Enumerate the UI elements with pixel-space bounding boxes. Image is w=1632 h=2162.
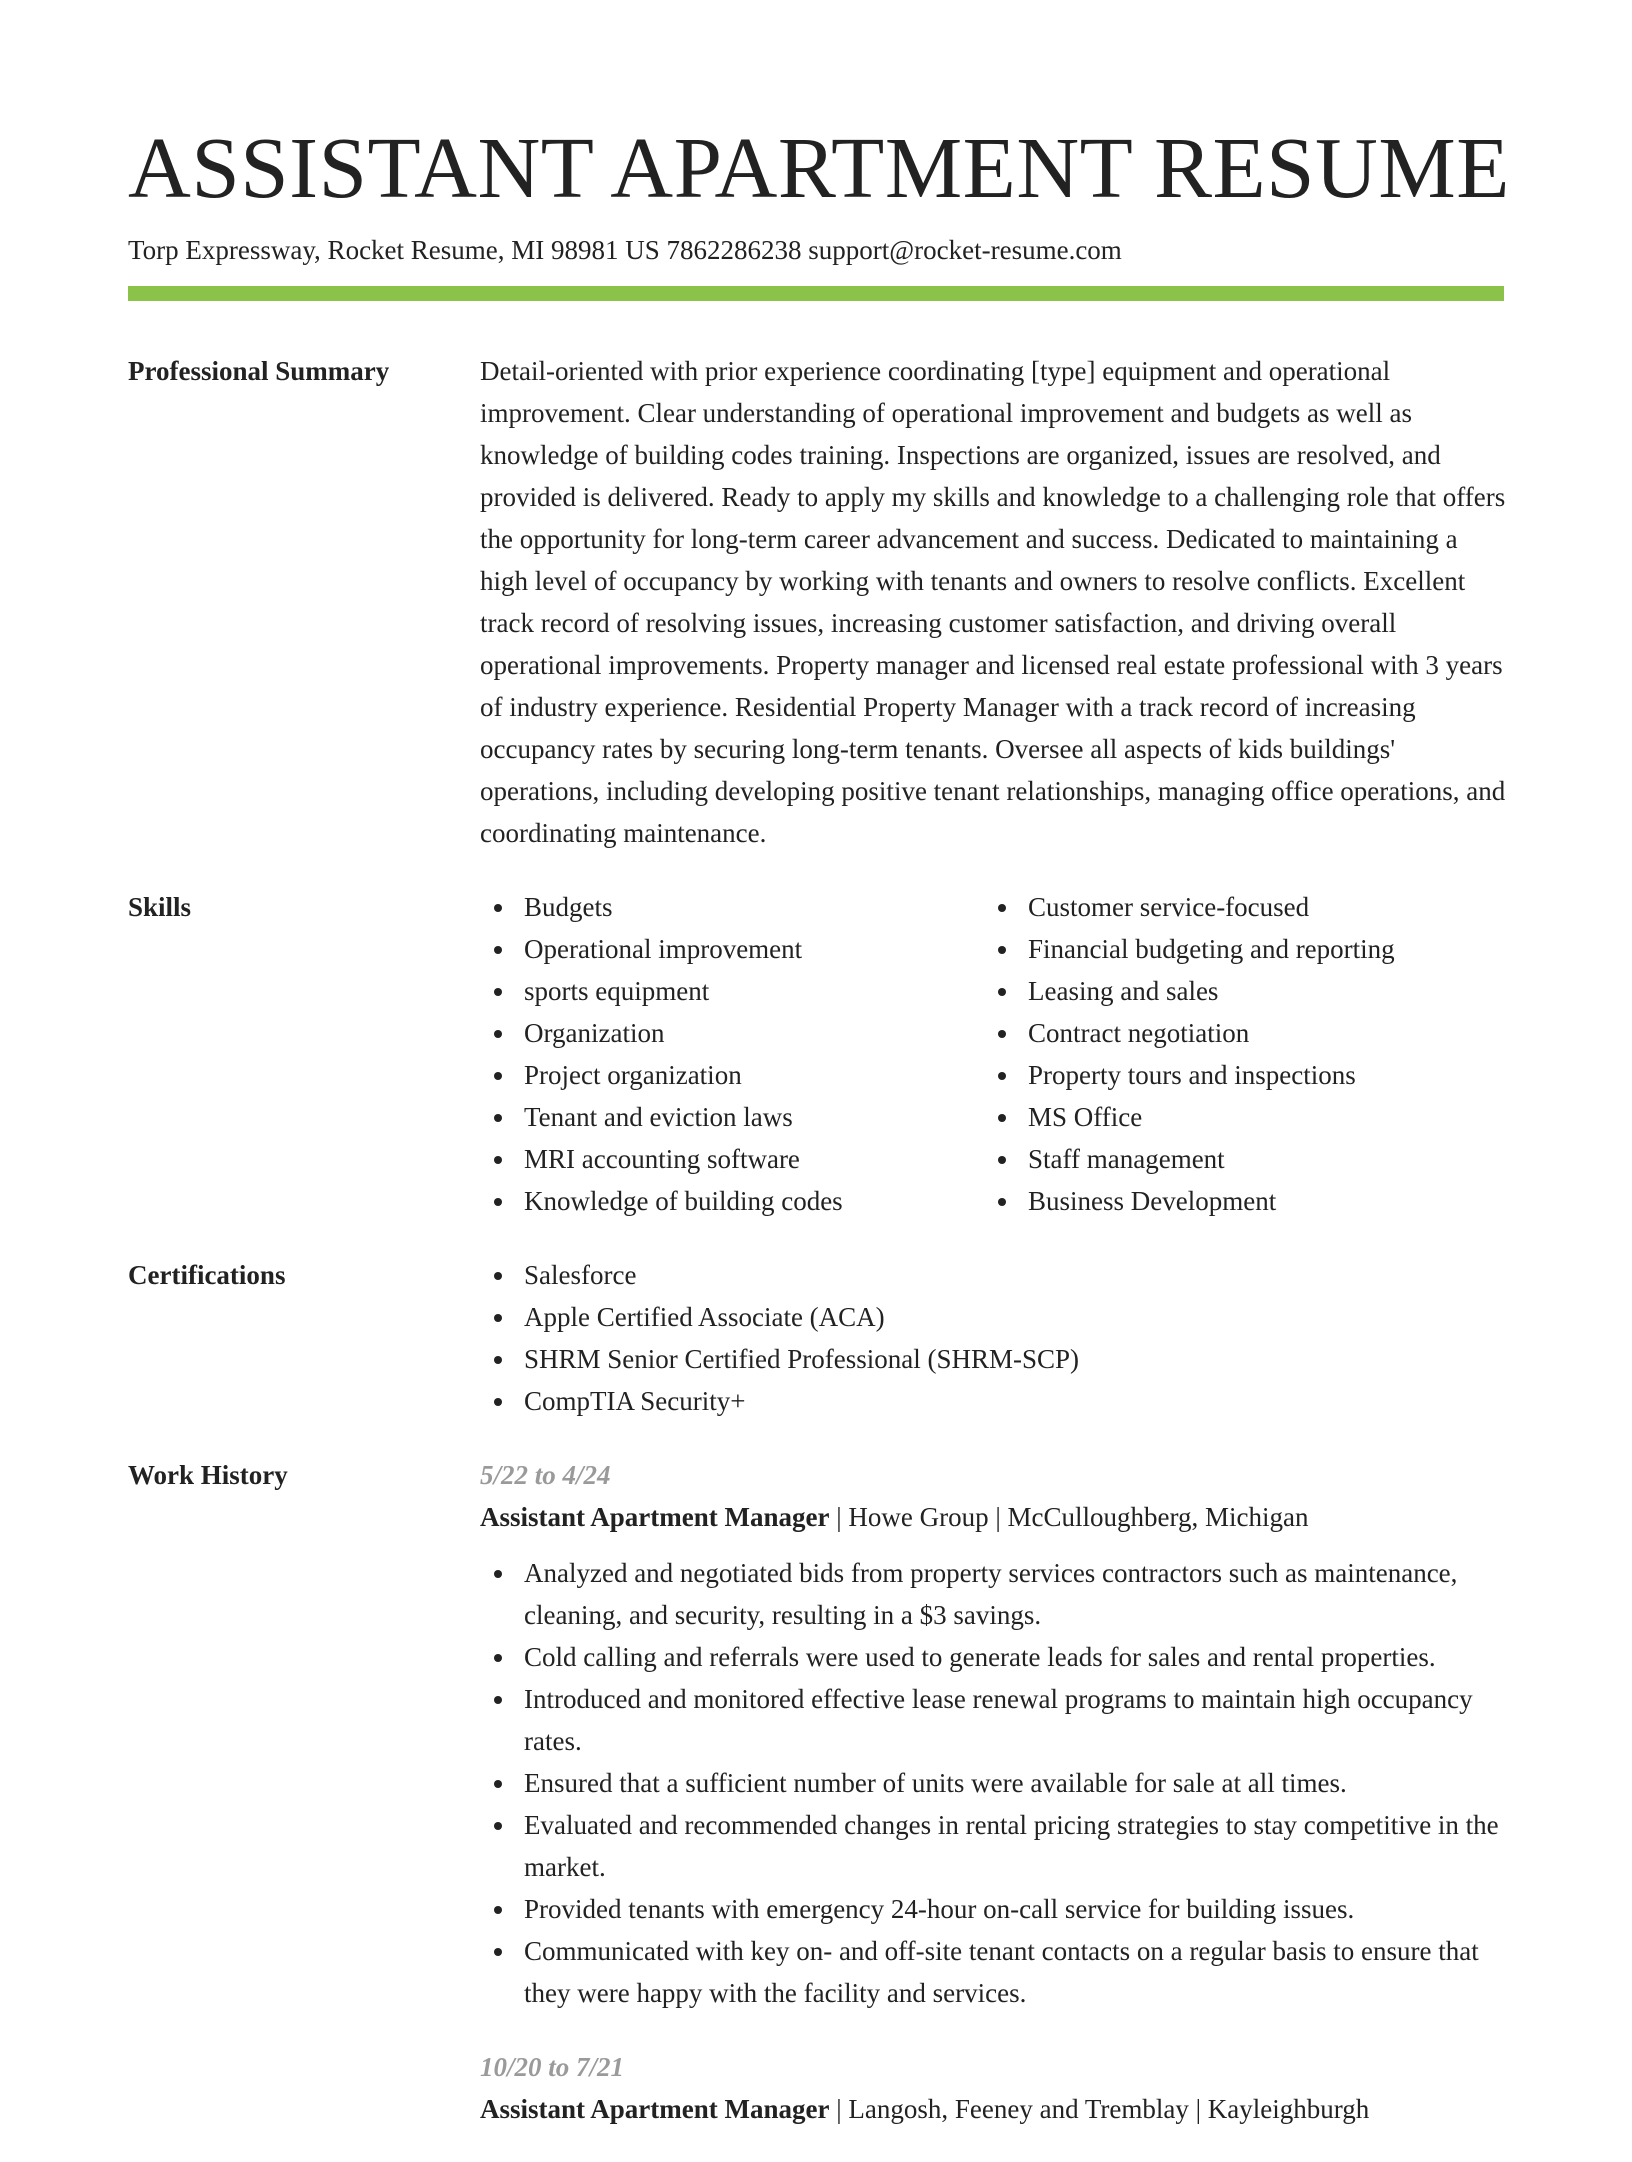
resume-title: ASSISTANT APARTMENT RESUME — [128, 119, 1510, 216]
contact-line: Torp Expressway, Rocket Resume, MI 98981 US 7862286238 support@rocket-resume.com — [128, 235, 1122, 265]
skill-item: Budgets — [480, 886, 984, 928]
work-history-body — [480, 1454, 1508, 2162]
job-details: | Howe Group | McCulloughberg, Michigan — [829, 1502, 1309, 1532]
job-dates: 10/20 to 7/21 — [480, 2052, 625, 2082]
skill-item: Customer service-focused — [984, 886, 1488, 928]
summary-body — [480, 350, 1508, 854]
job-bullet: Evaluated and recommended changes in rental pricing strategies to stay competitive in the market. — [480, 1804, 1508, 1888]
job-entry — [480, 1454, 1508, 2014]
job-bullets — [480, 1552, 1508, 2014]
skills-body — [480, 886, 1508, 1222]
job-details: | Langosh, Feeney and Tremblay | Kayleighburgh — [829, 2094, 1370, 2124]
skill-item: Knowledge of building codes — [480, 1180, 984, 1222]
job-title: Assistant Apartment Manager — [480, 2094, 830, 2124]
certifications-heading: Certifications — [128, 1260, 286, 1290]
skill-item: Contract negotiation — [984, 1012, 1488, 1054]
skill-item: Staff management — [984, 1138, 1488, 1180]
job-bullet: Provided tenants with emergency 24-hour on-call service for building issues. — [480, 1888, 1508, 1930]
header-divider — [128, 286, 1504, 301]
job-dates: 5/22 to 4/24 — [480, 1460, 611, 1490]
job-heading — [480, 2088, 1508, 2130]
job-entry — [480, 2046, 1508, 2130]
skill-item: Tenant and eviction laws — [480, 1096, 984, 1138]
skills-heading: Skills — [128, 892, 192, 922]
skill-item: Operational improvement — [480, 928, 984, 970]
job-bullet: Communicated with key on- and off-site tenant contacts on a regular basis to ensure that they were happy with the facility and services. — [480, 1930, 1508, 2014]
certification-item: SHRM Senior Certified Professional (SHRM-SCP) — [480, 1338, 1508, 1380]
skill-item: MS Office — [984, 1096, 1488, 1138]
certification-item: Apple Certified Associate (ACA) — [480, 1296, 1508, 1338]
certifications-body — [480, 1254, 1508, 1422]
skill-item: Property tours and inspections — [984, 1054, 1488, 1096]
certification-item: CompTIA Security+ — [480, 1380, 1508, 1422]
summary-heading: Professional Summary — [128, 356, 390, 386]
work-history-heading: Work History — [128, 1460, 288, 1490]
skills-list-left — [480, 886, 984, 1222]
skill-item: Organization — [480, 1012, 984, 1054]
skills-list-right — [984, 886, 1488, 1222]
skill-item: MRI accounting software — [480, 1138, 984, 1180]
summary-text: Detail-oriented with prior experience coordinating [type] equipment and operational improvement. Clear understanding of operational improvement and budgets as well as knowledge of building codes training. Inspections are organized, issues are resolved, and provided is delivered. Ready to apply my skills and knowledge to a challenging role that offers the opportunity for long-term career advancement and success. Dedicated to maintaining a high level of occupancy by working with tenants and owners to resolve conflicts. Excellent track record of resolving issues, increasing customer satisfaction, and driving overall operational improvements. Property manager and licensed real estate professional with 3 years of industry experience. Residential Property Manager with a track record of increasing occupancy rates by securing long-term tenants. Oversee all aspects of kids buildings' operations, including developing positive tenant relationships, managing office operations, and coordinating maintenance. — [480, 356, 1506, 848]
skill-item: Business Development — [984, 1180, 1488, 1222]
job-title: Assistant Apartment Manager — [480, 1502, 830, 1532]
job-bullet: Introduced and monitored effective lease renewal programs to maintain high occupancy rates. — [480, 1678, 1508, 1762]
skill-item: Financial budgeting and reporting — [984, 928, 1488, 970]
job-heading — [480, 1496, 1508, 1538]
job-bullet: Ensured that a sufficient number of units were available for sale at all times. — [480, 1762, 1508, 1804]
certification-item: Salesforce — [480, 1254, 1508, 1296]
skill-item: sports equipment — [480, 970, 984, 1012]
certifications-list — [480, 1254, 1508, 1422]
skill-item: Project organization — [480, 1054, 984, 1096]
job-bullet: Cold calling and referrals were used to generate leads for sales and rental properties. — [480, 1636, 1508, 1678]
skill-item: Leasing and sales — [984, 970, 1488, 1012]
job-bullet: Analyzed and negotiated bids from property services contractors such as maintenance, cleaning, and security, resulting in a $3 savings. — [480, 1552, 1508, 1636]
